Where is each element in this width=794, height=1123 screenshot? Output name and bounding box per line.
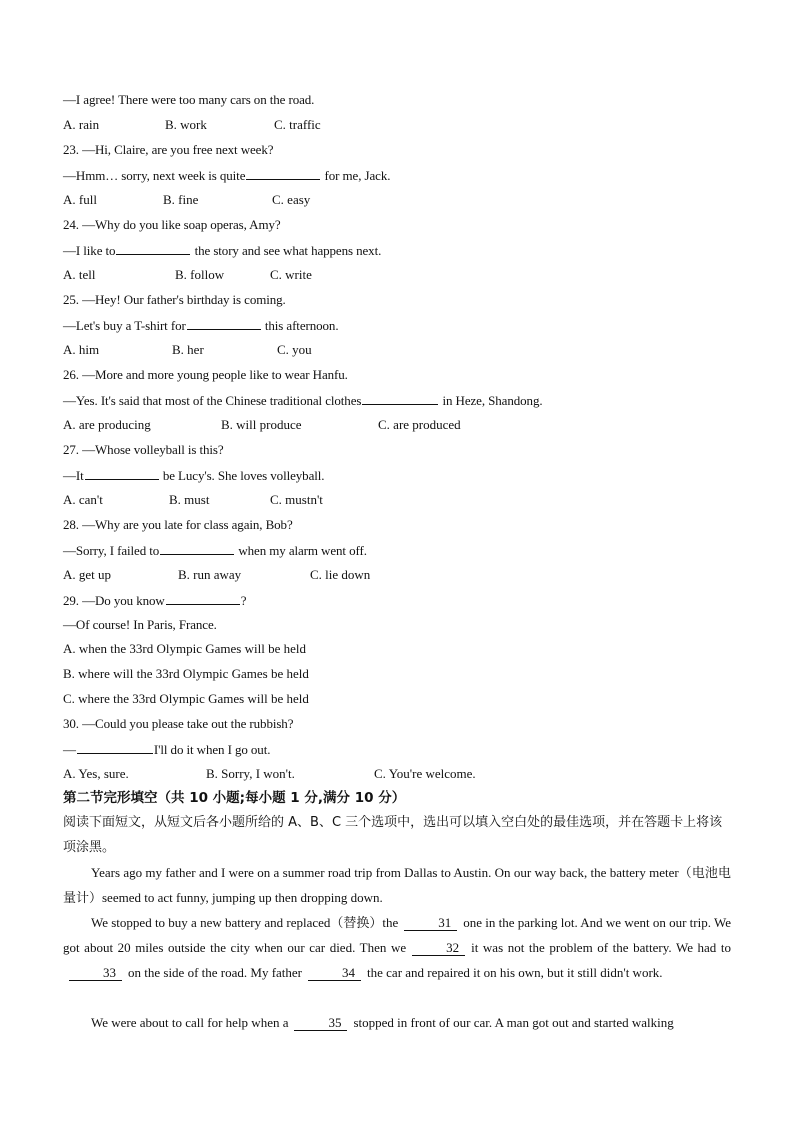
q24-dialog-2 [63, 241, 381, 260]
q22-option-b[interactable]: B. work [165, 117, 207, 132]
q25-dialog-2 [63, 316, 338, 335]
section-2-instruction: 阅读下面短文，从短文后各小题所给的 A、B、C 三个选项中，选出可以填入空白处的最佳选项，并在答题卡上将该项涂黑。 [63, 815, 723, 855]
q30-dialog-1: 30. —Could you please take out the rubbish? [63, 716, 294, 731]
q23-option-b[interactable]: B. fine [163, 192, 199, 207]
q28-dialog-1: 28. —Why are you late for class again, Bob? [63, 517, 293, 532]
cloze-blank-34: 34 [308, 966, 361, 981]
q24-dialog-2-post: the story and see what happens next. [194, 243, 382, 258]
q27-dialog-2 [63, 466, 324, 485]
q29-dialog-1 [63, 591, 246, 610]
passage-paragraph-3 [63, 1010, 731, 1035]
q27-option-a[interactable]: A. can't [63, 492, 103, 507]
passage-paragraph-2 [63, 910, 731, 985]
cloze-blank-33: 33 [69, 966, 122, 981]
q28-option-a[interactable]: A. get up [63, 567, 112, 582]
q25-option-c[interactable]: C. you [277, 342, 312, 357]
q23-dialog-2 [63, 166, 390, 185]
p2-text-d: on the side of the road. My father [128, 965, 303, 980]
q22-option-c[interactable]: C. traffic [274, 117, 321, 132]
p3-text-a: We were about to call for help when a [91, 1015, 289, 1030]
q27-option-c[interactable]: C. mustn't [270, 492, 323, 507]
q26-dialog-2-post: in Heze, Shandong. [442, 393, 543, 408]
q25-dialog-2-pre: —Let's buy a T-shirt for [63, 318, 186, 333]
q30-option-b[interactable]: B. Sorry, I won't. [206, 766, 295, 781]
q24-option-c[interactable]: C. write [270, 267, 312, 282]
q26-dialog-2 [63, 391, 543, 410]
q23-option-c[interactable]: C. easy [272, 192, 311, 207]
q29-option-b[interactable]: B. where will the 33rd Olympic Games be held [63, 666, 309, 681]
q22-option-a[interactable]: A. rain [63, 117, 100, 132]
q22-dialog-2: —I agree! There were too many cars on the road. [63, 92, 315, 107]
q25-answer-blank [187, 316, 261, 330]
q23-answer-blank [246, 166, 320, 180]
q24-answer-blank [116, 241, 190, 255]
p2-text-b: one in the parking lot. And we went on our trip. We got about 20 miles outside the city when our car died. Then we [63, 915, 731, 955]
cloze-blank-31: 31 [404, 916, 457, 931]
cloze-blank-35: 35 [294, 1016, 347, 1031]
q24-dialog-2-pre: —I like to [63, 243, 116, 258]
q25-option-b[interactable]: B. her [172, 342, 204, 357]
q29-dialog-1-pre: 29. —Do you know [63, 593, 165, 608]
q28-dialog-2 [63, 541, 367, 560]
q29-option-a[interactable]: A. when the 33rd Olympic Games will be held [63, 641, 306, 656]
q30-option-a[interactable]: A. Yes, sure. [63, 766, 129, 781]
q24-option-a[interactable]: A. tell [63, 267, 96, 282]
q28-answer-blank [160, 541, 234, 555]
q26-option-a[interactable]: A. are producing [63, 417, 151, 432]
q23-option-a[interactable]: A. full [63, 192, 97, 207]
q30-dialog-2 [63, 740, 270, 759]
q29-option-c[interactable]: C. where the 33rd Olympic Games will be held [63, 691, 309, 706]
q28-option-c[interactable]: C. lie down [310, 567, 371, 582]
q30-option-c[interactable]: C. You're welcome. [374, 766, 476, 781]
q26-option-b[interactable]: B. will produce [221, 417, 302, 432]
q26-option-c[interactable]: C. are produced [378, 417, 461, 432]
q27-dialog-1: 27. —Whose volleyball is this? [63, 442, 224, 457]
q26-answer-blank [362, 391, 438, 405]
q30-dialog-2-pre: — [63, 742, 76, 757]
q29-answer-blank [166, 591, 240, 605]
p2-text-e: the car and repaired it on his own, but it still didn't work. [367, 965, 663, 980]
q25-option-a[interactable]: A. him [63, 342, 100, 357]
q23-dialog-2-pre: —Hmm… sorry, next week is quite [63, 168, 246, 183]
p2-text-c: it was not the problem of the battery. We had to [471, 940, 731, 955]
q30-dialog-2-post: I'll do it when I go out. [153, 742, 271, 757]
q23-dialog-2-post: for me, Jack. [324, 168, 391, 183]
q30-answer-blank [77, 740, 153, 754]
q25-dialog-1: 25. —Hey! Our father's birthday is coming. [63, 292, 286, 307]
q26-dialog-2-pre: —Yes. It's said that most of the Chinese traditional clothes [63, 393, 362, 408]
q25-dialog-2-post: this afternoon. [264, 318, 339, 333]
q28-dialog-2-post: when my alarm went off. [238, 543, 367, 558]
section-2-heading: 第二节完形填空（共 10 小题;每小题 1 分,满分 10 分） [63, 790, 406, 806]
q29-dialog-1-post: ? [240, 593, 247, 608]
q27-dialog-2-pre: —It [63, 468, 84, 483]
q28-dialog-2-pre: —Sorry, I failed to [63, 543, 160, 558]
q23-dialog-1: 23. —Hi, Claire, are you free next week? [63, 142, 274, 157]
p3-text-b: stopped in front of our car. A man got out and started walking [353, 1015, 674, 1030]
q29-dialog-2: —Of course! In Paris, France. [63, 617, 217, 632]
cloze-blank-32: 32 [412, 941, 465, 956]
q26-dialog-1: 26. —More and more young people like to wear Hanfu. [63, 367, 348, 382]
passage-paragraph-1: Years ago my father and I were on a summer road trip from Dallas to Austin. On our way back, the battery meter（电池电量计）seemed to act funny, jumping up then dropping down. [63, 865, 731, 905]
q24-dialog-1: 24. —Why do you like soap operas, Amy? [63, 217, 281, 232]
q27-option-b[interactable]: B. must [169, 492, 210, 507]
q28-option-b[interactable]: B. run away [178, 567, 242, 582]
p2-text-a: We stopped to buy a new battery and replaced（替换）the [91, 915, 399, 930]
q27-dialog-2-post: be Lucy's. She loves volleyball. [162, 468, 325, 483]
q24-option-b[interactable]: B. follow [175, 267, 225, 282]
q27-answer-blank [85, 466, 159, 480]
